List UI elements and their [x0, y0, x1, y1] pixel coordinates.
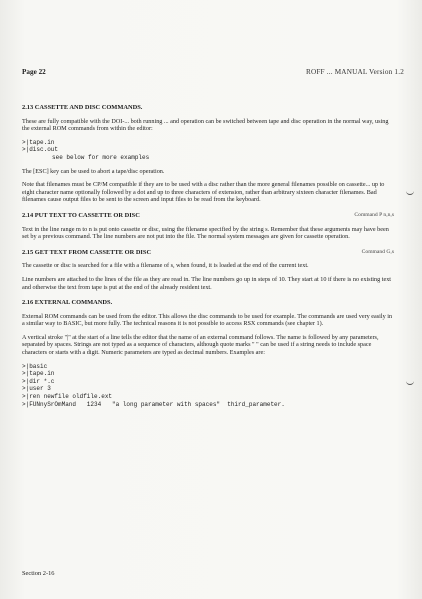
section-2-16-body-2: A vertical stroke "|" at the start of a line tells the editor that the name of an external command follows. The name is followed by any parameters, separated by spaces. Strings are not typed as a sequence of characters, although quote marks " " can be used if a string needs to include space characters or starts with a digit. Numeric parameters are typed as decimal numbers. Examples are: — [22, 333, 379, 357]
section-2-13-esc-note: The [ESC] key can be used to abort a tape/disc operation. — [22, 167, 165, 175]
code-line: >|tape.in — [22, 138, 55, 146]
section-title: 2.15 GET TEXT FROM CASSETTE OR DISC — [22, 248, 152, 256]
section-2-14-heading — [22, 212, 394, 220]
section-2-15-body-1: The cassette or disc is searched for a file with a filename of s, when found, it is loaded at the end of the current text. — [22, 262, 309, 270]
code-line: >|tape.in — [22, 370, 55, 378]
section-2-14-body: Text in the line range m to n is put onto cassette or disc, using the filename specified by the string s. Remember that these arguments may have been set by a previous command. The line numbers are not put into the file. The normal system messages are given for cassette operation. — [22, 225, 389, 241]
section-2-16-body-1: External ROM commands can be used from the editor. This allows the disc commands to be used for example. The commands are used very easily in a similar way to BASIC, but more fully. The technical reasons it is not possible to access RSX commands (see chapter 1). — [22, 312, 393, 328]
command-tag: Command P n,n,s — [354, 211, 394, 218]
code-line: >|disc.out — [22, 146, 59, 154]
code-line: >|ren newfile oldfile.ext — [22, 393, 113, 401]
section-title: 2.16 EXTERNAL COMMANDS. — [22, 299, 113, 307]
code-line: >|user 3 — [22, 385, 51, 393]
page-header — [22, 68, 404, 82]
binding-mark — [406, 380, 414, 385]
code-line: >|dir *.c — [22, 377, 55, 385]
code-line: >|basic — [22, 362, 48, 370]
section-2-13-filenames-note: Note that filenames must be CP/M compatible if they are to be used with a disc rather than the more general filenames possible on cassette... up to eight character name optionally followed by a dot and up to three characters of extension, rather than arbitrary sixteen character filenames. Bad filenames cause output files to be sent to the screen and input files to be read from the keyboard. — [22, 181, 385, 204]
section-2-13-heading — [22, 104, 394, 112]
binding-mark — [406, 190, 414, 195]
section-2-13-code — [22, 139, 394, 162]
section-title: 2.13 CASSETTE AND DISC COMMANDS. — [22, 104, 143, 111]
section-2-16-heading — [22, 299, 394, 307]
command-tag: Command G,s — [361, 248, 394, 255]
section-title: 2.14 PUT TEXT TO CASSETTE OR DISC — [22, 211, 140, 219]
section-2-15-body-2: Line numbers are attached to the lines of the file as they are read in. The line numbers go up in steps of 10. They start at 10 if there is no existing text and otherwise the text from tape is put at the end of the already resident text. — [22, 275, 392, 291]
code-line: >|FUNnySrOmMand 1234 "a long parameter with spaces" third_parameter. — [22, 400, 285, 408]
page-footer: Section 2-16 — [22, 570, 55, 577]
page-number: Page 22 — [22, 68, 46, 76]
section-2-13-intro: These are fully compatible with the DOI-... both running ... and operation can be switched between tape and disc operation in the normal way, using the external ROM commands from within the editor: — [22, 117, 389, 133]
page-content — [22, 96, 394, 414]
running-title: ROFF ... MANUAL Version 1.2 — [305, 68, 404, 76]
see-below-note: see below for more examples — [52, 153, 150, 161]
section-2-15-heading — [22, 249, 394, 257]
section-2-16-examples — [22, 363, 394, 409]
